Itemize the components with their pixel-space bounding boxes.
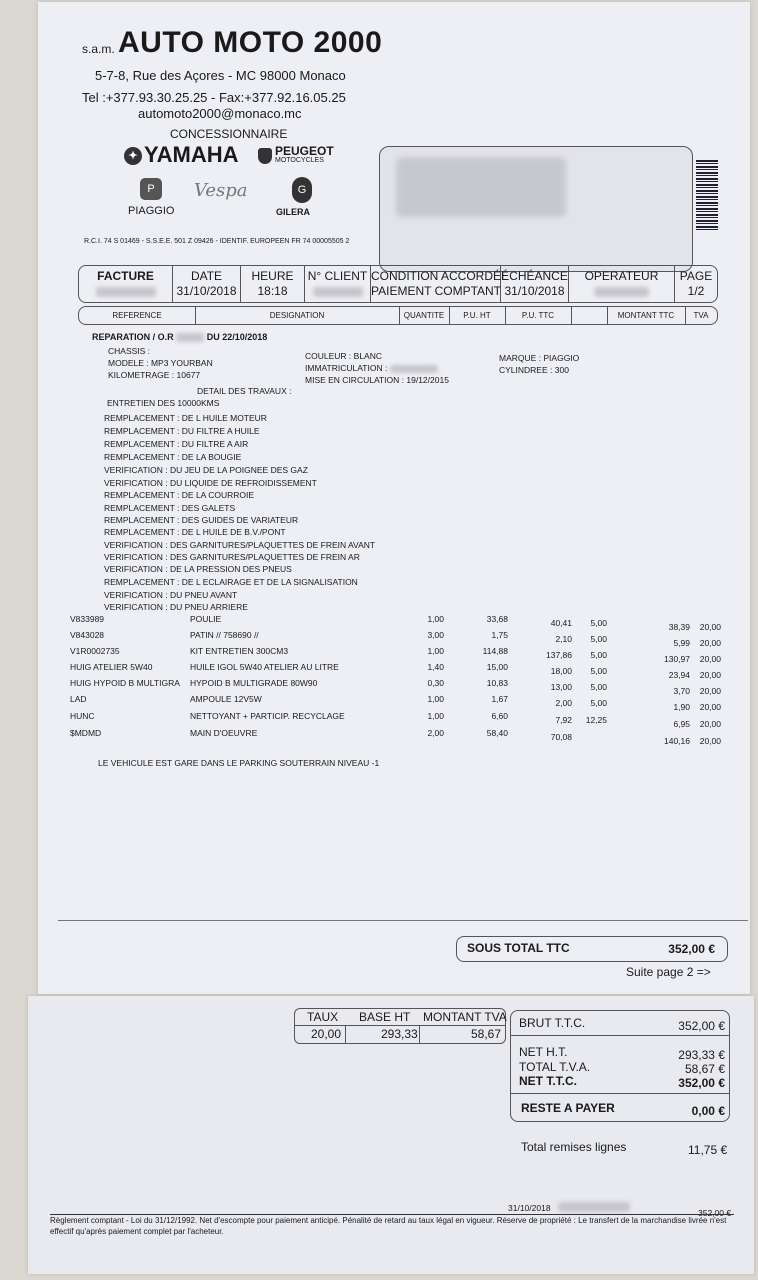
condition-cell (371, 266, 510, 302)
couleur-field: COULEUR : BLANC (305, 351, 382, 361)
cylindree-field: CYLINDREE : 300 (499, 365, 569, 375)
line-montant: 1,90 (673, 702, 690, 712)
client-address-box (379, 146, 693, 272)
line-tva: 20,00 (699, 736, 721, 746)
facture-cell (79, 266, 173, 302)
line-tva: 20,00 (699, 702, 721, 712)
tva-taux-label: TAUX (307, 1010, 339, 1024)
line-montant: 38,39 (668, 622, 690, 632)
line-remise: 5,00 (590, 682, 607, 692)
yamaha-label: YAMAHA (144, 142, 239, 167)
work-item: REMPLACEMENT : DU FILTRE A HUILE (104, 426, 260, 436)
immatriculation-field: IMMATRICULATION : (305, 363, 438, 373)
line-ref: $MDMD (70, 728, 102, 738)
work-item: VERIFICATION : DES GARNITURES/PLAQUETTES DE FREIN AR (104, 552, 360, 562)
company-address: 5-7-8, Rue des Açores - MC 98000 Monaco (95, 68, 346, 83)
line-remise: 5,00 (590, 666, 607, 676)
line-qty: 1,40 (427, 662, 444, 672)
line-montant: 23,94 (668, 670, 690, 680)
col-pu-ht: P.U. HT (449, 307, 506, 324)
line-qty: 1,00 (427, 711, 444, 721)
gilera-label: GILERA (276, 207, 311, 217)
echeance-value: 31/10/2018 (504, 284, 565, 298)
line-pu-ht: 58,40 (486, 728, 508, 738)
line-pu-ttc: 137,86 (546, 650, 572, 660)
line-pu-ht: 33,68 (486, 614, 508, 624)
peugeot-lion-icon (258, 148, 272, 164)
piaggio-icon: P (140, 178, 164, 200)
line-qty: 1,00 (427, 694, 444, 704)
totals-box (510, 1010, 730, 1122)
line-montant: 130,97 (664, 654, 690, 664)
line-designation: KIT ENTRETIEN 300CM3 (190, 646, 289, 656)
parking-note: LE VEHICULE EST GARE DANS LE PARKING SOUTERRAIN NIVEAU -1 (98, 758, 380, 768)
line-qty: 3,00 (427, 630, 444, 640)
line-remise: 5,00 (590, 618, 607, 628)
line-pu-ht: 15,00 (486, 662, 508, 672)
line-tva: 20,00 (699, 670, 721, 680)
line-pu-ttc: 70,08 (550, 732, 572, 742)
page-label: PAGE (679, 269, 713, 283)
line-designation: HUILE IGOL 5W40 ATELIER AU LITRE (190, 662, 339, 672)
line-tva: 20,00 (699, 686, 721, 696)
work-item: ENTRETIEN DES 10000KMS (107, 398, 220, 408)
line-pu-ht: 1,75 (491, 630, 508, 640)
line-pu-ttc: 2,00 (555, 698, 572, 708)
date-cell (173, 266, 241, 302)
work-item: REMPLACEMENT : DE LA BOUGIE (104, 452, 242, 462)
date-value: 31/10/2018 (176, 284, 237, 298)
or-date: DU 22/10/2018 (206, 332, 268, 342)
immatriculation-redacted (390, 365, 438, 373)
footer-amount: 352,00 € (698, 1208, 732, 1218)
kilometrage-field: KILOMETRAGE : 10677 (108, 370, 201, 380)
company-name: AUTO MOTO 2000 (118, 26, 383, 59)
line-remise: 5,00 (590, 634, 607, 644)
vespa-logo: Vespa (194, 180, 248, 201)
line-designation: NETTOYANT + PARTICIP. RECYCLAGE (190, 711, 345, 721)
line-qty: 0,30 (427, 678, 444, 688)
peugeot-sub-label: MOTOCYCLES (275, 157, 324, 164)
line-designation: AMPOULE 12V5W (190, 694, 262, 704)
repair-order-line (92, 332, 267, 342)
brut-value: 352,00 € (678, 1019, 725, 1033)
line-pu-ttc: 13,00 (550, 682, 572, 692)
heure-value: 18:18 (257, 284, 288, 298)
work-item: VERIFICATION : DES GARNITURES/PLAQUETTES DE FREIN AVANT (104, 540, 376, 550)
line-tva: 20,00 (699, 622, 721, 632)
yamaha-logo (124, 142, 239, 168)
piaggio-label: PIAGGIO (128, 205, 175, 217)
line-ref: V1R0002735 (70, 646, 120, 656)
tva-base-label: BASE HT (359, 1010, 411, 1024)
line-qty: 1,00 (427, 614, 444, 624)
work-item: REMPLACEMENT : DE L ECLAIRAGE ET DE LA SIGNALISATION (104, 577, 358, 587)
work-item: VERIFICATION : DE LA PRESSION DES PNEUS (104, 564, 292, 574)
peugeot-logo (258, 146, 334, 166)
dealer-label: CONCESSIONNAIRE (170, 127, 288, 141)
line-montant: 140,16 (664, 736, 690, 746)
net-ht-label: NET H.T. (519, 1045, 568, 1059)
tva-montant-label: MONTANT TVA (423, 1010, 507, 1024)
line-pu-ht: 6,60 (491, 711, 508, 721)
line-pu-ht: 114,88 (482, 646, 508, 656)
line-qty: 2,00 (427, 728, 444, 738)
line-pu-ttc: 40,41 (550, 618, 572, 628)
line-remise: 12,25 (585, 715, 607, 725)
company-phone: Tel :+377.93.30.25.25 - Fax:+377.92.16.05.25 (82, 90, 346, 105)
line-tva: 20,00 (699, 719, 721, 729)
line-remise: 5,00 (590, 650, 607, 660)
tva-montant-value: 58,67 (471, 1027, 502, 1041)
work-item: REMPLACEMENT : DE L HUILE MOTEUR (104, 413, 267, 423)
line-designation: HYPOID B MULTIGRADE 80W90 (190, 678, 318, 688)
work-item: REMPLACEMENT : DES GUIDES DE VARIATEUR (104, 515, 299, 525)
echeance-label: ÉCHÉANCE (501, 269, 568, 283)
line-montant: 3,70 (673, 686, 690, 696)
line-pu-ht: 1,67 (491, 694, 508, 704)
line-ref: V833989 (70, 614, 105, 624)
work-item: VERIFICATION : DU JEU DE LA POIGNEE DES GAZ (104, 465, 308, 475)
remises-label: Total remises lignes (521, 1140, 627, 1154)
peugeot-label: PEUGEOT (275, 144, 334, 158)
tva-taux-value: 20,00 (311, 1027, 342, 1041)
facture-label: FACTURE (97, 269, 154, 283)
work-item: VERIFICATION : DU PNEU AVANT (104, 590, 238, 600)
chassis-field: CHASSIS : (108, 346, 151, 356)
or-number-redacted (176, 333, 204, 342)
total-tva-value: 58,67 € (684, 1062, 725, 1076)
reste-label: RESTE A PAYER (521, 1101, 615, 1115)
subtotal-box (456, 936, 728, 962)
line-ref: HUNC (70, 711, 95, 721)
tva-base-value: 293,33 (381, 1027, 418, 1041)
work-item: REMPLACEMENT : DE L HUILE DE B.V./PONT (104, 527, 286, 537)
line-pu-ttc: 18,00 (550, 666, 572, 676)
client-address-redacted (396, 157, 566, 217)
tva-table (294, 1008, 506, 1044)
line-qty: 1,00 (427, 646, 444, 656)
line-pu-ttc: 7,92 (555, 715, 572, 725)
line-tva: 20,00 (699, 638, 721, 648)
work-item: REMPLACEMENT : DE LA COURROIE (104, 490, 255, 500)
divider (58, 920, 748, 921)
operateur-redacted (594, 287, 649, 297)
operateur-cell (569, 266, 675, 302)
facture-number-redacted (96, 287, 156, 297)
condition-value: PAIEMENT COMPTANT (371, 284, 502, 298)
invoice-header-box (78, 265, 718, 303)
marque-field: MARQUE : PIAGGIO (499, 353, 580, 363)
line-montant: 6,95 (673, 719, 690, 729)
reste-value: 0,00 € (691, 1104, 725, 1118)
line-designation: MAIN D'OEUVRE (190, 728, 258, 738)
or-label: REPARATION / O.R (92, 332, 174, 342)
work-item: VERIFICATION : DU PNEU ARRIERE (104, 602, 248, 612)
col-quantite: QUANTITE (399, 307, 450, 324)
date-label: DATE (190, 269, 223, 283)
gilera-icon: G (292, 177, 314, 203)
subtotal-label: SOUS TOTAL TTC (467, 941, 570, 955)
heure-label: HEURE (251, 269, 294, 283)
col-montant-ttc: MONTANT TTC (607, 307, 686, 324)
line-remise: 5,00 (590, 698, 607, 708)
operateur-label: OPERATEUR (584, 269, 659, 283)
col-remise (571, 307, 608, 324)
footer-redacted (558, 1202, 630, 1212)
col-tva: TVA (693, 311, 709, 320)
line-ref: LAD (70, 694, 87, 704)
net-ht-value: 293,33 € (678, 1048, 725, 1062)
client-cell (305, 266, 371, 302)
work-item: REMPLACEMENT : DES GALETS (104, 503, 236, 513)
condition-label: CONDITION ACCORDÉE (371, 269, 510, 283)
line-pu-ttc: 2,10 (555, 634, 572, 644)
page-cell (675, 266, 717, 302)
col-reference: REFERENCE (79, 307, 196, 324)
barcode (696, 160, 718, 232)
line-designation: POULIE (190, 614, 222, 624)
work-item: VERIFICATION : DU LIQUIDE DE REFROIDISSEMENT (104, 478, 317, 488)
page-value: 1/2 (687, 284, 705, 298)
modele-field: MODELE : MP3 YOURBAN (108, 358, 213, 368)
echeance-cell (501, 266, 569, 302)
company-prefix: s.a.m. (82, 42, 115, 56)
footer-date: 31/10/2018 (508, 1203, 551, 1213)
company-email: automoto2000@monaco.mc (138, 106, 302, 121)
mise-en-circulation-field: MISE EN CIRCULATION : 19/12/2015 (305, 375, 449, 385)
company-legal-ids: R.C.I. 74 S 01469 - S.S.E.E. 501 Z 09426 - IDENTIF. EUROPEEN FR 74 00005505 2 (84, 238, 350, 245)
brut-label: BRUT T.T.C. (519, 1016, 586, 1030)
net-ttc-value: 352,00 € (678, 1076, 725, 1090)
line-tva: 20,00 (699, 654, 721, 664)
client-number-redacted (313, 287, 363, 297)
detail-title: DETAIL DES TRAVAUX : (197, 386, 292, 396)
continued-note: Suite page 2 => (626, 965, 711, 979)
line-ref: HUIG ATELIER 5W40 (70, 662, 153, 672)
col-pu-ttc: P.U. TTC (505, 307, 572, 324)
col-designation: DESIGNATION (195, 307, 400, 324)
column-header-box (78, 306, 718, 325)
line-montant: 5,99 (673, 638, 690, 648)
line-ref: V843028 (70, 630, 105, 640)
subtotal-value: 352,00 € (668, 942, 715, 956)
client-label: N° CLIENT (307, 269, 368, 283)
remises-value: 11,75 € (688, 1143, 728, 1157)
total-tva-label: TOTAL T.V.A. (519, 1060, 591, 1074)
line-designation: PATIN // 758690 // (190, 630, 259, 640)
yamaha-tuning-fork-icon: ✦ (124, 147, 142, 165)
line-pu-ht: 10,83 (486, 678, 508, 688)
heure-cell (241, 266, 305, 302)
line-ref: HUIG HYPOID B MULTIGRA (70, 678, 180, 688)
footer-legal: Règlement comptant - Loi du 31/12/1992. Net d'escompte pour paiement anticipé. Pénalité de retard au taux légal en vigueur. Réserve de propriété : Le transfert de la marchandise livrée n'est effectif qu'après paiement complet par l'acheteur. (50, 1214, 734, 1237)
work-item: REMPLACEMENT : DU FILTRE A AIR (104, 439, 249, 449)
net-ttc-label: NET T.T.C. (519, 1074, 578, 1088)
